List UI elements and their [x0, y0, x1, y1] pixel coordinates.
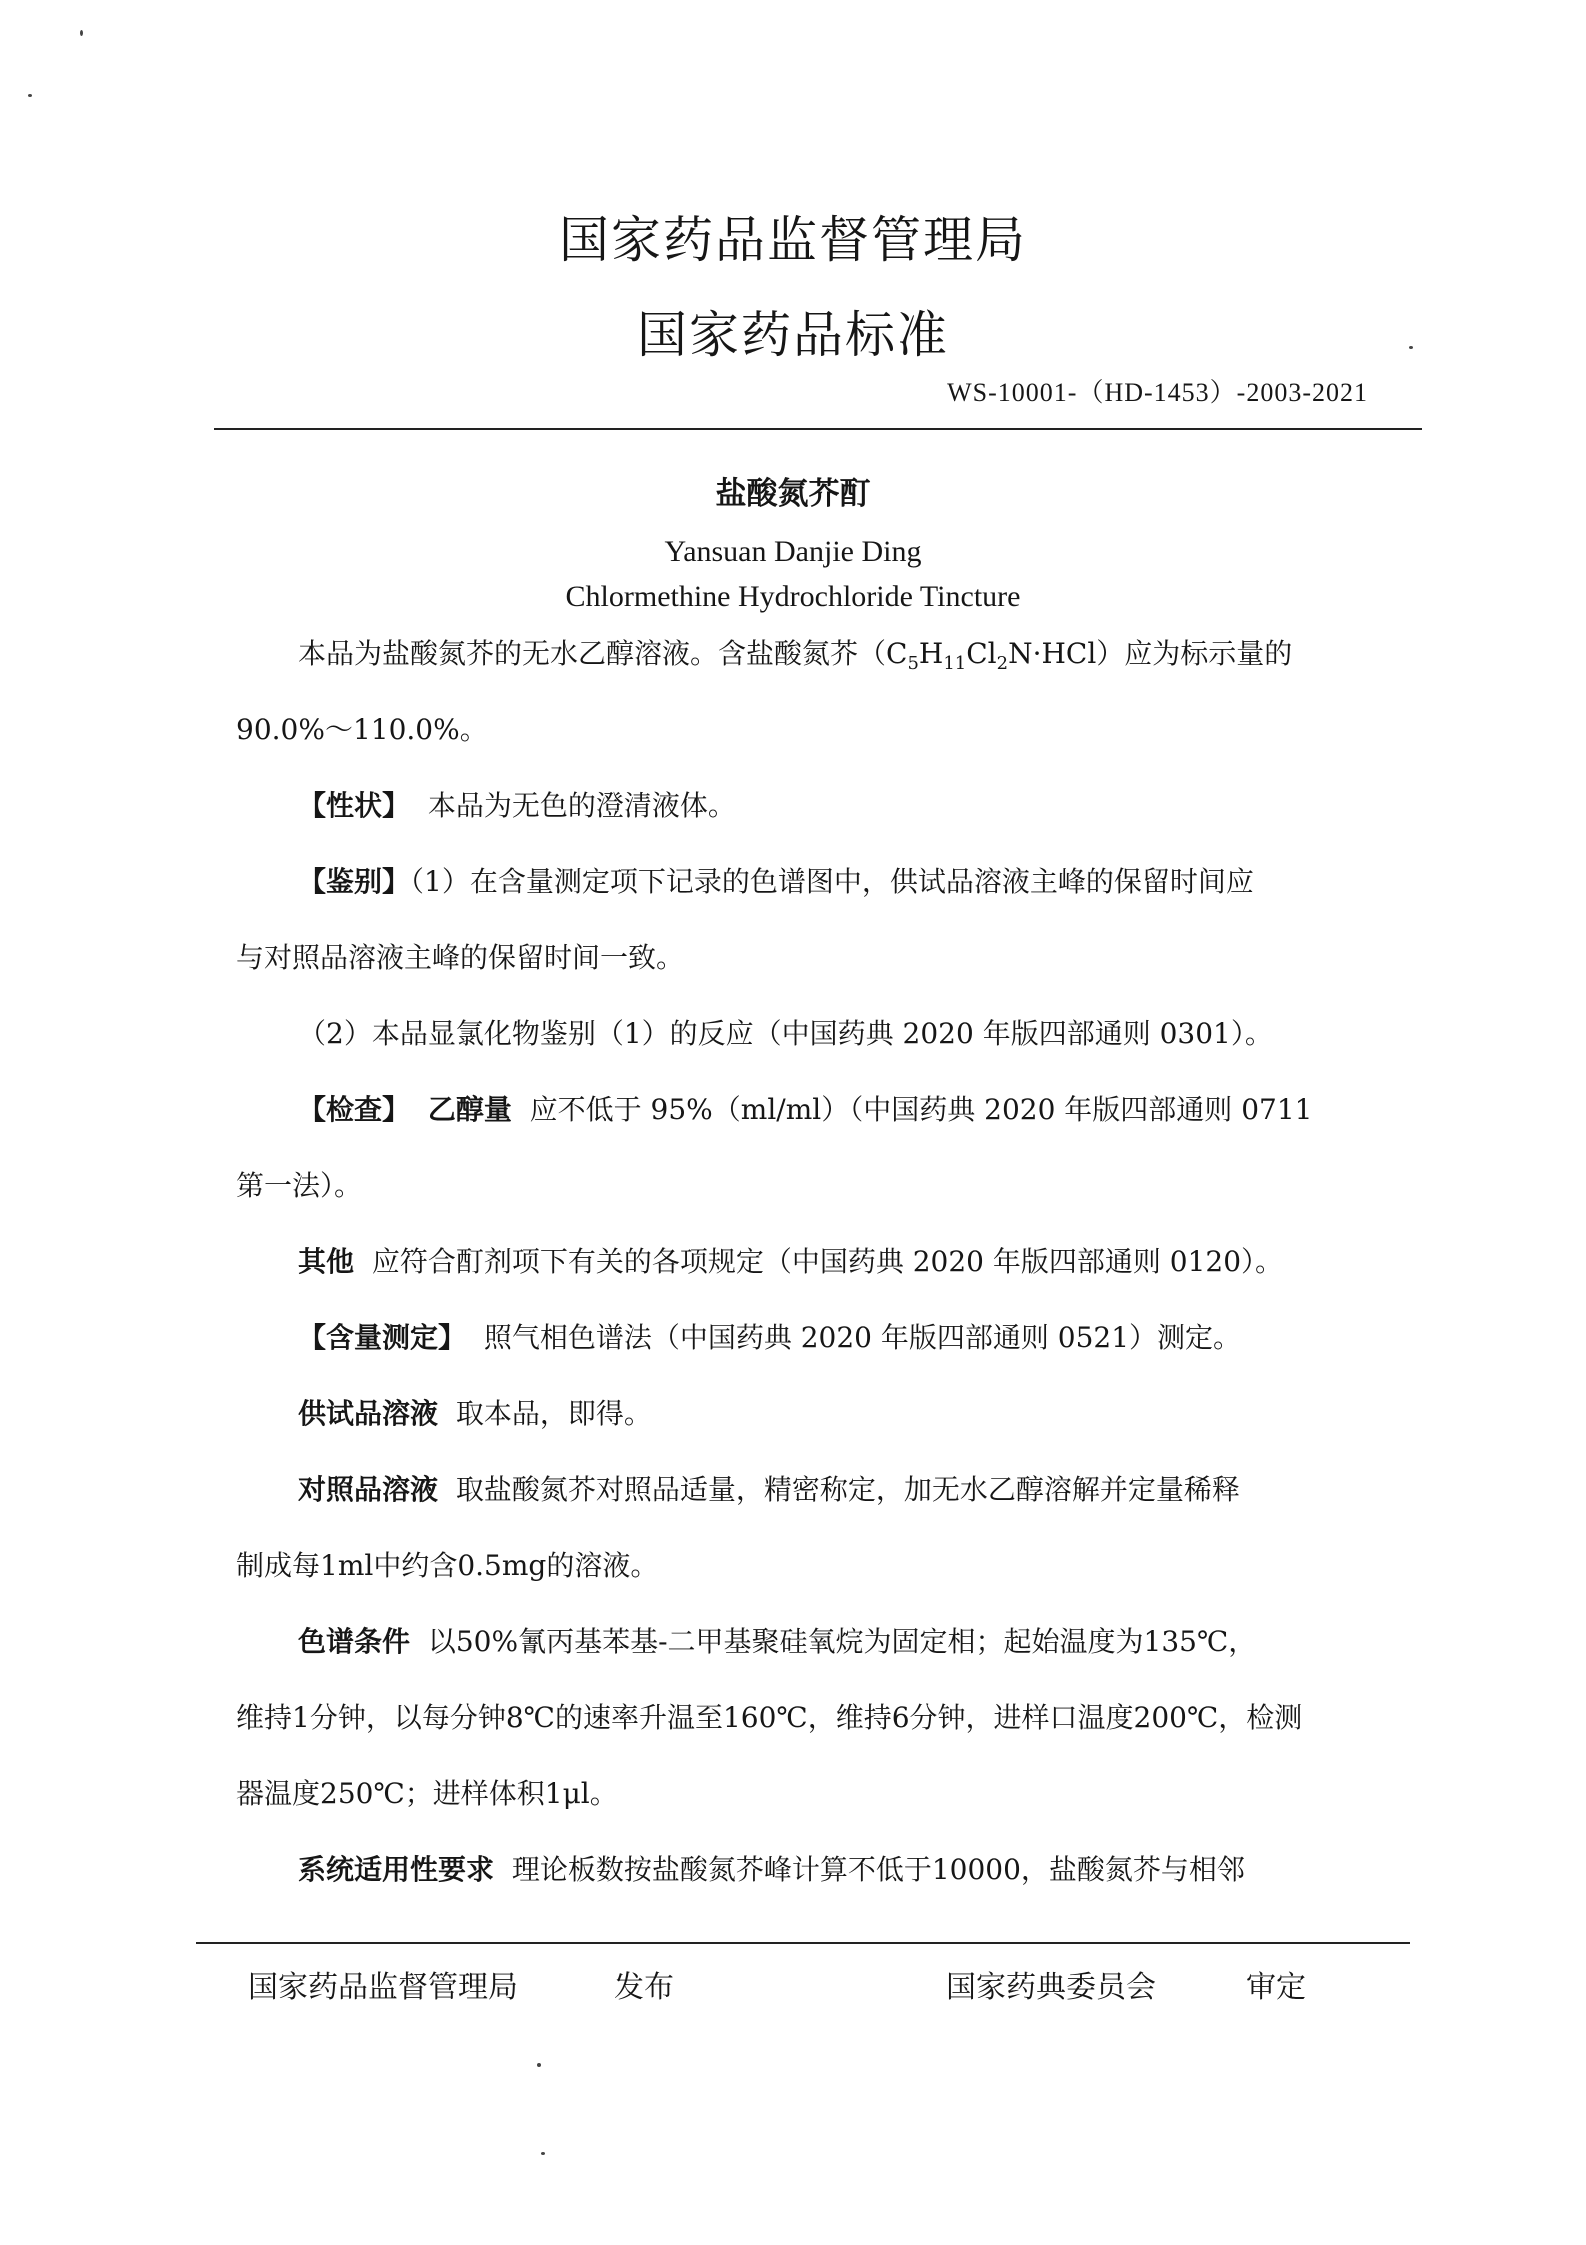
- footer-reviewer: 国家药典委员会: [946, 1970, 1156, 2005]
- section-label-assay: 【含量测定】: [298, 1321, 467, 1354]
- intro-line-1: 本品为盐酸氮芥的无水乙醇溶液。含盐酸氮芥$(C_5H_{11}Cl_2N\cdot HCl)$应为标示量的: [298, 637, 1293, 674]
- footer-review-action: 审定: [1246, 1970, 1306, 2005]
- section-label-identification: 【鉴别】: [298, 865, 411, 898]
- reference-solution: 对照品溶液 取盐酸氮芥对照品适量，精密称定，加无水乙醇溶解并定量稀释: [298, 1473, 1240, 1506]
- scan-speck: [80, 30, 83, 36]
- agency-title: 国家药品监督管理局: [559, 211, 1027, 269]
- footer-issue-action: 发布: [614, 1970, 674, 2005]
- section-label-tests: 【检查】: [298, 1093, 411, 1126]
- tests-line-2: 第一法）。: [236, 1169, 363, 1202]
- scan-speck: [28, 94, 32, 97]
- header-divider: [214, 428, 1422, 430]
- chromatography-label: 色谱条件: [298, 1625, 411, 1658]
- section-label-appearance: 【性状】: [298, 789, 411, 822]
- assay-section: 【含量测定】 照气相色谱法（中国药典 2020 年版四部通则 0521）测定。: [298, 1321, 1242, 1354]
- test-solution-label: 供试品溶液: [298, 1397, 439, 1430]
- identification-section: 【鉴别】（1）在含量测定项下记录的色谱图中，供试品溶液主峰的保留时间应: [298, 865, 1254, 898]
- chromatography-line-3: 器温度250℃；进样体积1μl。: [236, 1777, 618, 1810]
- document-type-title: 国家药品标准: [637, 306, 949, 364]
- ethanol-label: 乙醇量: [427, 1093, 512, 1126]
- drug-name-pinyin: Yansuan Danjie Ding: [664, 535, 922, 568]
- chromatography-line-2: 维持1分钟，以每分钟8℃的速率升温至160℃，维持6分钟，进样口温度200℃，检测: [236, 1701, 1303, 1734]
- footer-issuer: 国家药品监督管理局: [248, 1970, 518, 2005]
- drug-name-chinese: 盐酸氮芥酊: [715, 476, 871, 512]
- intro-line-2: 90.0%～110.0%。: [236, 713, 488, 746]
- chromatographic-conditions: 色谱条件 以50%氰丙基苯基-二甲基聚硅氧烷为固定相；起始温度为135℃，: [298, 1625, 1257, 1658]
- system-suitability-label: 系统适用性要求: [298, 1853, 495, 1886]
- other-tests: 其他 应符合酊剂项下有关的各项规定（中国药典 2020 年版四部通则 0120）。: [298, 1245, 1284, 1278]
- scan-speck: [537, 2063, 541, 2067]
- tests-section: 【检查】 乙醇量 应不低于 95%（ml/ml）（中国药典 2020 年版四部通则 0711: [298, 1093, 1313, 1126]
- system-suitability: 系统适用性要求 理论板数按盐酸氮芥峰计算不低于10000，盐酸氮芥与相邻: [298, 1853, 1245, 1886]
- identification-item-2: （2）本品显氯化物鉴别（1）的反应（中国药典 2020 年版四部通则 0301）。: [298, 1017, 1273, 1050]
- reference-solution-line-2: 制成每1ml中约含0.5mg的溶液。: [236, 1549, 659, 1582]
- footer-divider: [196, 1942, 1410, 1944]
- chemical-formula: $C_5H_{11}Cl_2N\cdot HCl$: [886, 637, 1097, 674]
- scan-speck: [541, 2152, 545, 2155]
- reference-solution-label: 对照品溶液: [298, 1473, 439, 1506]
- identification-line-2: 与对照品溶液主峰的保留时间一致。: [236, 941, 685, 974]
- appearance-section: 【性状】 本品为无色的澄清液体。: [298, 789, 736, 822]
- drug-name-english: Chlormethine Hydrochloride Tincture: [565, 580, 1021, 613]
- other-label: 其他: [298, 1245, 355, 1278]
- test-solution: 供试品溶液 取本品，即得。: [298, 1397, 652, 1430]
- standard-number: WS-10001-（HD-1453）-2003-2021: [947, 378, 1368, 407]
